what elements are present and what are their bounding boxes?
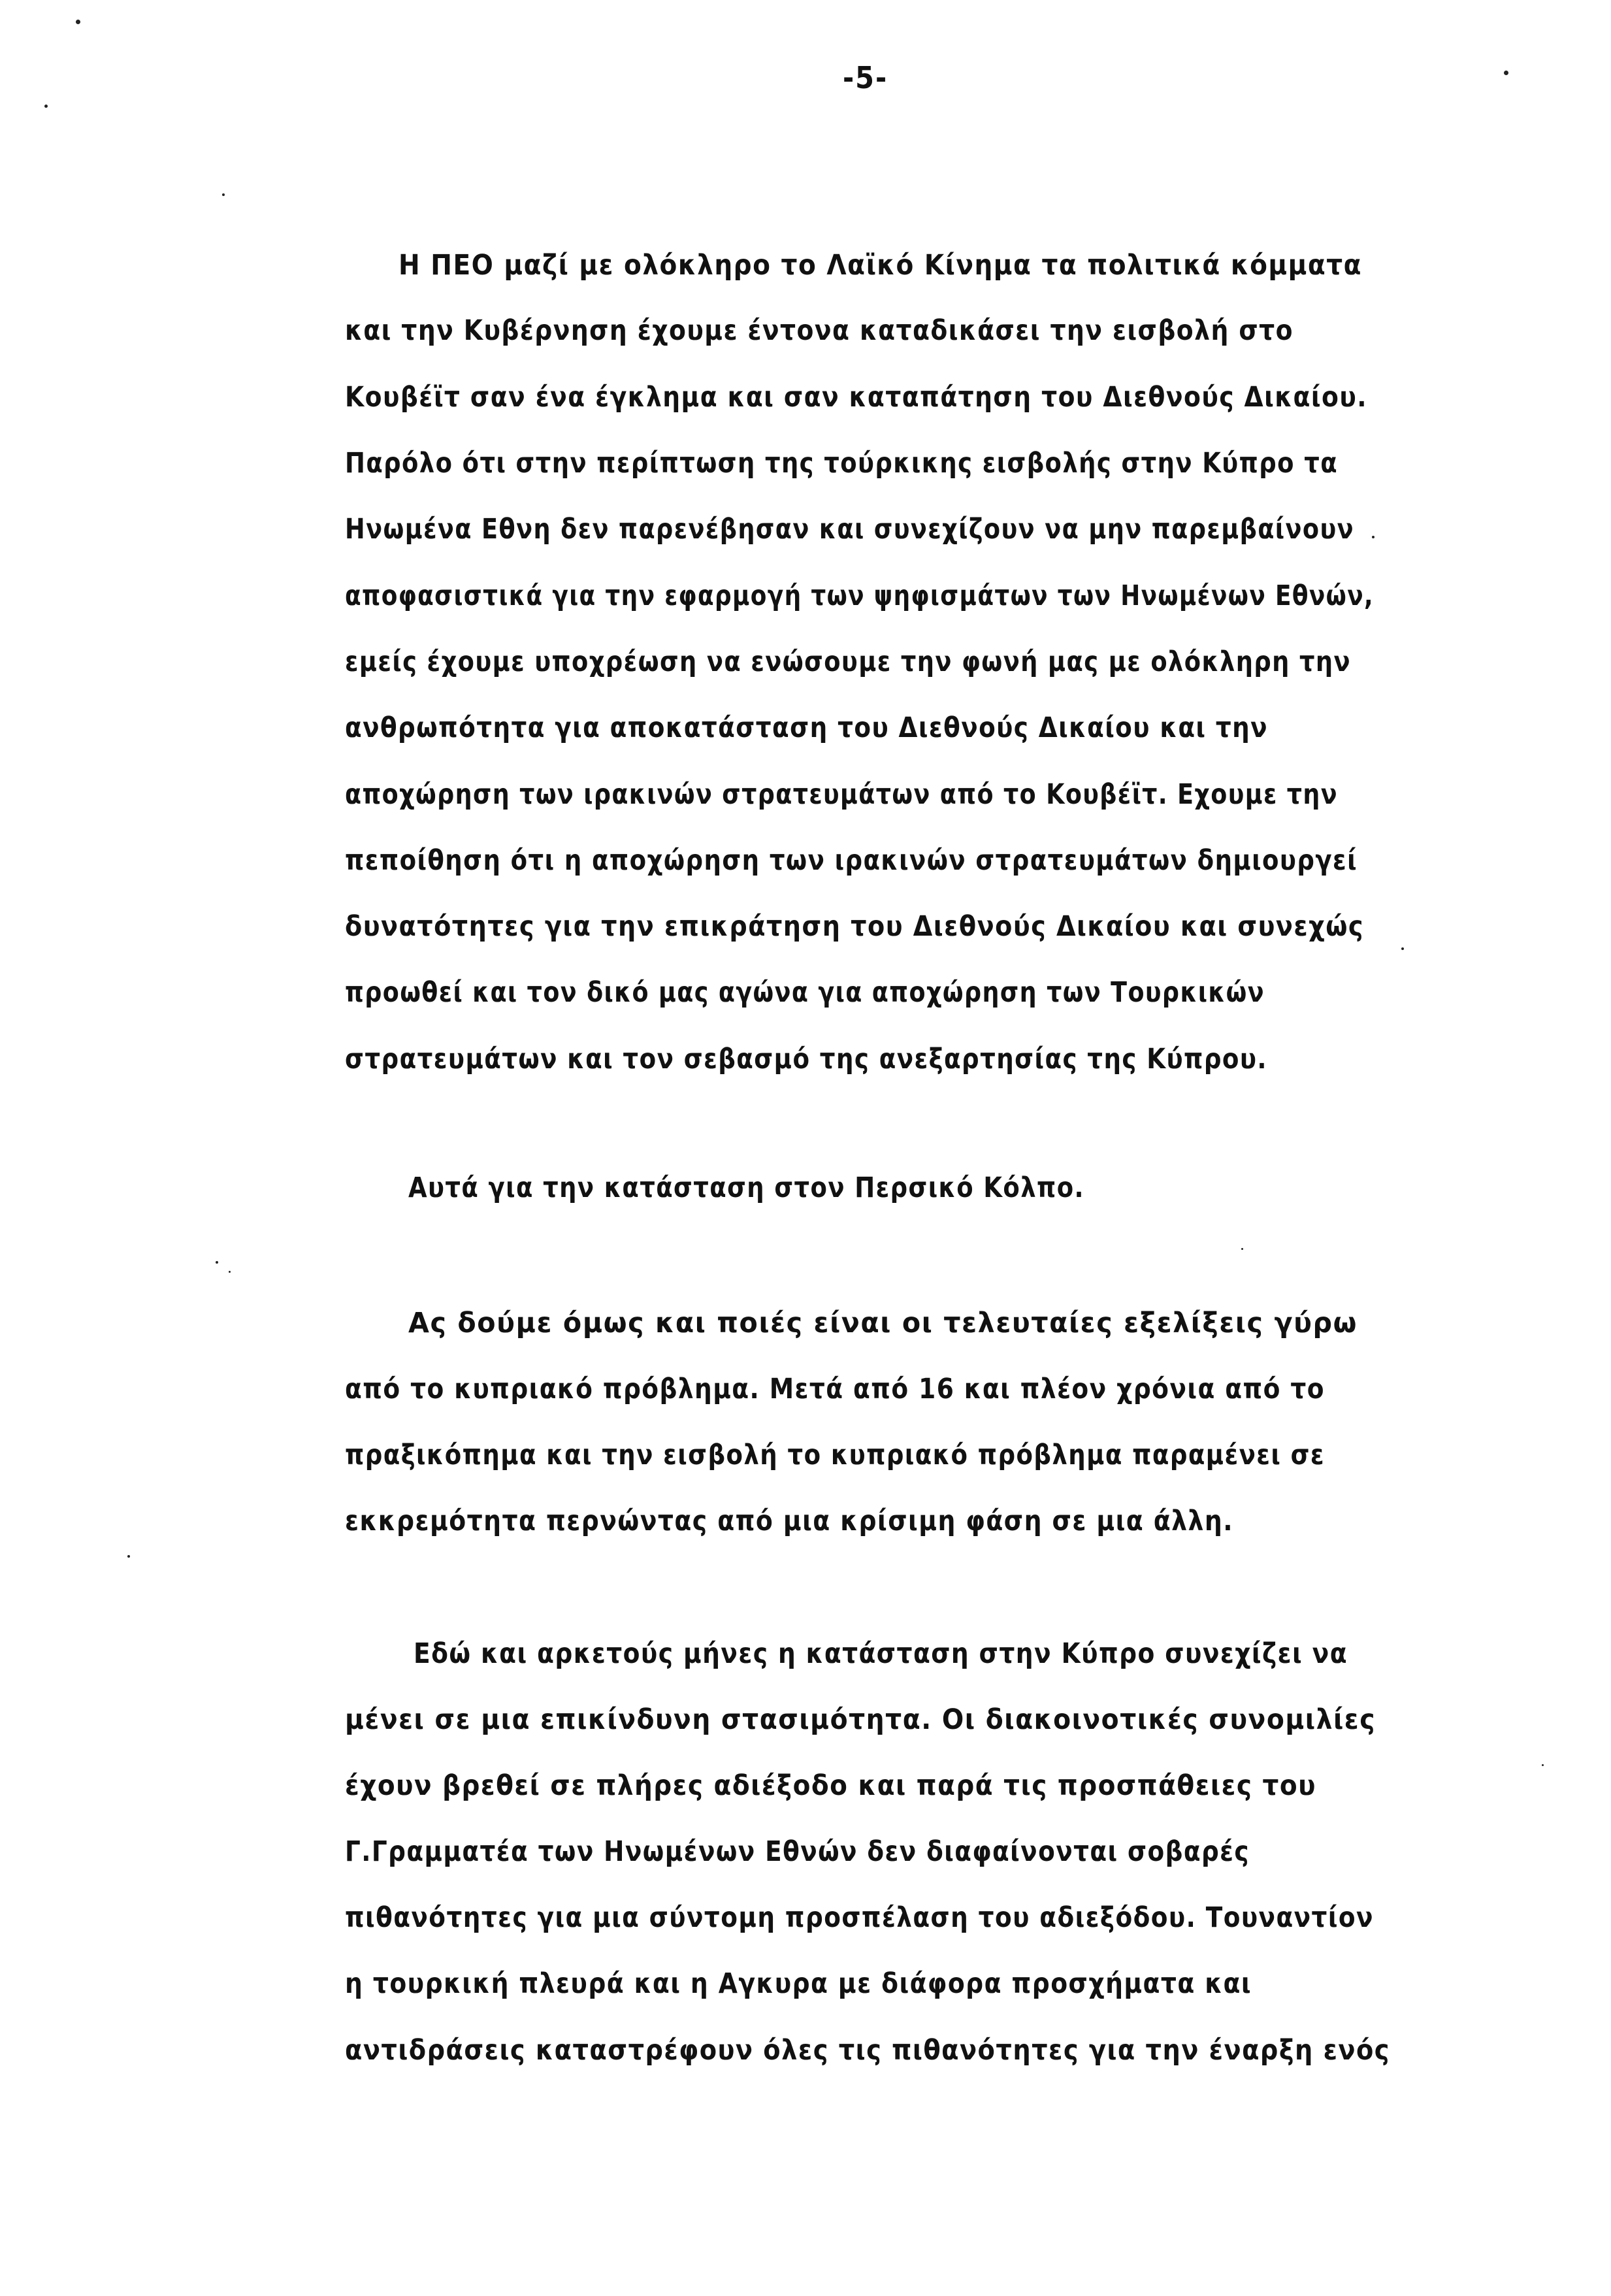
paragraph-4-line-4: Γ.Γραμματέα των Ηνωμένων Εθνών δεν διαφαίνονται σοβαρές [345, 1835, 1250, 1868]
scan-speck [216, 1261, 218, 1264]
paragraph-1-line-12: προωθεί και τον δικό μας αγώνα για αποχώρηση των Τουρκικών [345, 976, 1265, 1009]
paragraph-1-line-3: Κουβέϊτ σαν ένα έγκλημα και σαν καταπάτηση του Διεθνούς Δικαίου. [345, 381, 1367, 414]
page-number: -5- [843, 60, 888, 95]
paragraph-4-line-5: πιθανότητες για μια σύντομη προσπέλαση του αδιεξόδου. Τουναντίον [345, 1901, 1374, 1934]
scan-speck [229, 1271, 231, 1273]
paragraph-1-line-10: πεποίθηση ότι η αποχώρηση των ιρακινών στρατευμάτων δημιουργεί [345, 844, 1358, 877]
paragraph-1-line-2: και την Κυβέρνηση έχουμε έντονα καταδικάσει την εισβολή στο [345, 314, 1294, 347]
paragraph-1-line-6: αποφασιστικά για την εφαρμογή των ψηφισμάτων των Ηνωμένων Εθνών, [345, 580, 1374, 612]
paragraph-1-line-9: αποχώρηση των ιρακινών στρατευμάτων από το Κουβέϊτ. Εχουμε την [345, 778, 1338, 811]
paragraph-4-line-1: Εδώ και αρκετούς μήνες η κατάσταση στην Κύπρο συνεχίζει να [414, 1637, 1348, 1670]
scan-speck [222, 193, 225, 196]
paragraph-3-line-4: εκκρεμότητα περνώντας από μια κρίσιμη φάση σε μια άλλη. [345, 1505, 1233, 1537]
paragraph-3-line-3: πραξικόπημα και την εισβολή το κυπριακό πρόβλημα παραμένει σε [345, 1439, 1325, 1471]
scan-speck [1241, 1248, 1243, 1250]
scan-speck [1504, 71, 1508, 75]
paragraph-1-line-8: ανθρωπότητα για αποκατάσταση του Διεθνούς Δικαίου και την [345, 712, 1268, 744]
paragraph-4-line-2: μένει σε μια επικίνδυνη στασιμότητα. Οι διακοινοτικές συνομιλίες [345, 1703, 1376, 1736]
paragraph-1-line-7: εμείς έχουμε υποχρέωση να ενώσουμε την φωνή μας με ολόκληρη την [345, 646, 1351, 678]
paragraph-4-line-7: αντιδράσεις καταστρέφουν όλες τις πιθανότητες για την έναρξη ενός [345, 2034, 1390, 2067]
scan-speck [1401, 947, 1404, 950]
paragraph-1-line-4: Παρόλο ότι στην περίπτωση της τούρκικης εισβολής στην Κύπρο τα [345, 447, 1338, 480]
scan-speck [127, 1555, 130, 1558]
paragraph-4-line-3: έχουν βρεθεί σε πλήρες αδιέξοδο και παρά τις προσπάθειες του [345, 1769, 1316, 1802]
paragraph-1-line-11: δυνατότητες για την επικράτηση του Διεθνούς Δικαίου και συνεχώς [345, 910, 1364, 943]
scan-speck [1542, 1764, 1544, 1766]
paragraph-4-line-6: η τουρκική πλευρά και η Αγκυρα με διάφορα προσχήματα και [345, 1967, 1252, 2000]
paragraph-1-line-1: Η ΠΕΟ μαζί με ολόκληρο το Λαϊκό Κίνημα τα πολιτικά κόμματα [399, 249, 1362, 282]
scan-speck [1372, 536, 1375, 538]
paragraph-1-line-5: Ηνωμένα Εθνη δεν παρενέβησαν και συνεχίζουν να μην παρεμβαίνουν [345, 513, 1354, 546]
paragraph-3-line-2: από το κυπριακό πρόβλημα. Μετά από 16 και πλέον χρόνια από το [345, 1373, 1325, 1405]
paragraph-2-line-1: Αυτά για την κατάσταση στον Περσικό Κόλπο. [408, 1172, 1084, 1204]
scan-speck [76, 20, 80, 24]
paragraph-3-line-1: Ας δούμε όμως και ποιές είναι οι τελευταίες εξελίξεις γύρω [408, 1307, 1358, 1339]
scan-speck [44, 105, 48, 108]
paragraph-1-line-13: στρατευμάτων και τον σεβασμό της ανεξαρτησίας της Κύπρου. [345, 1043, 1267, 1075]
